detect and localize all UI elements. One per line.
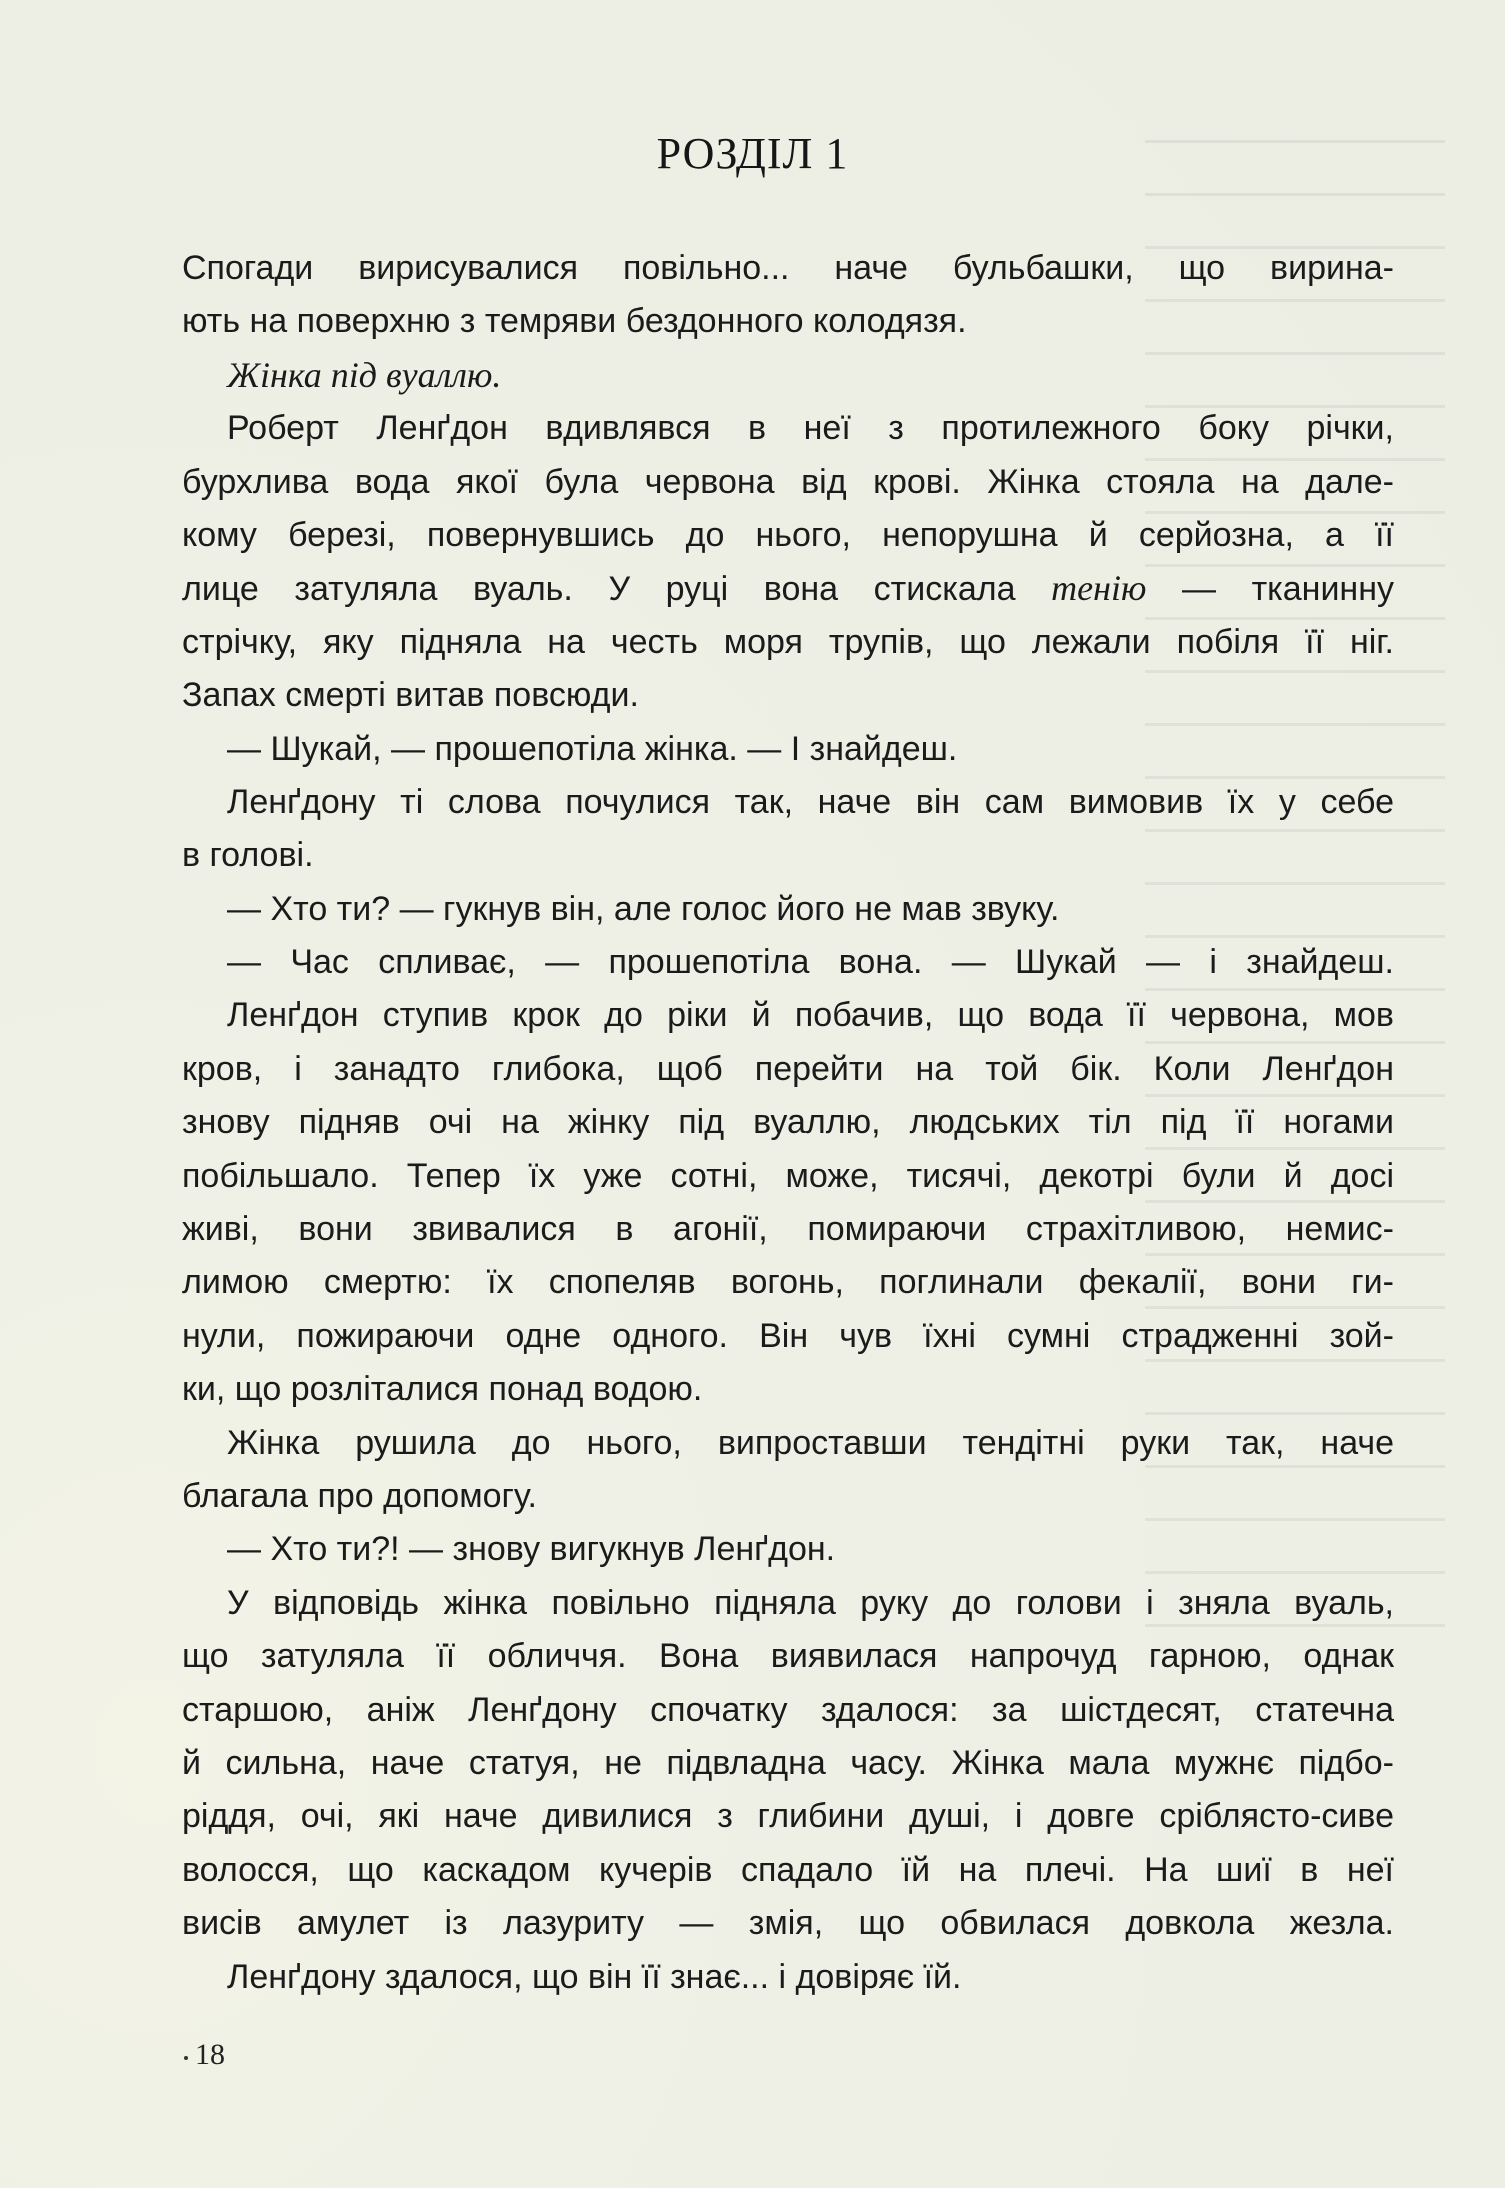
text-line: — Шукай, — прошепотіла жінка. — І знайдеш. — [227, 729, 958, 768]
text-line: побільшало. Тепер їх уже сотні, може, тисячі, декотрі були й досі — [182, 1156, 1394, 1195]
text-line: Жінка рушила до нього, випроставши тендітні руки так, наче — [227, 1423, 1394, 1462]
text-fragment: лице затуляла вуаль. У руці вона стискала — [182, 570, 1052, 609]
chapter-title: РОЗДІЛ 1 — [656, 129, 849, 178]
text-fragment: — тканинну — [1146, 570, 1394, 609]
text-line: — Час спливає, — прошепотіла вона. — Шукай — і знайдеш. — [227, 943, 1394, 982]
text-line: Ленґдону ті слова почулися так, наче він сам вимовив їх у себе — [227, 782, 1394, 821]
text-line: лимою смертю: їх спопеляв вогонь, поглинали фекалії, вони ги- — [182, 1263, 1394, 1302]
text-line-italic: Жінка під вуаллю. — [227, 354, 502, 395]
text-line: кров, і занадто глибока, щоб перейти на той бік. Коли Ленґдон — [182, 1049, 1394, 1088]
text-line: що затуляла її обличчя. Вона виявилася напрочуд гарною, однак — [182, 1637, 1394, 1676]
text-line: стрічку, яку підняла на честь моря трупів, що лежали побіля її ніг. — [182, 622, 1394, 661]
text-line: кому березі, повернувшись до нього, непорушна й серйозна, а її — [182, 515, 1394, 554]
text-line: Ленґдону здалося, що він її знає... і довіряє їй. — [227, 1957, 962, 1996]
text-line: старшою, аніж Ленґдону спочатку здалося: за шістдесят, статечна — [182, 1690, 1394, 1729]
text-line: ки, що розліталися понад водою. — [182, 1370, 703, 1409]
text-line: ють на поверхню з темряви бездонного колодязя. — [182, 302, 967, 341]
chapter-body-text — [182, 242, 1394, 2004]
text-line: висів амулет із лазуриту — змія, що обвилася довкола жезла. — [182, 1904, 1394, 1943]
text-line: бурхлива вода якої була червона від крові. Жінка стояла на дале- — [182, 462, 1394, 501]
text-line-with-emphasis — [182, 562, 1394, 615]
text-line: нули, пожираючи одне одного. Він чув їхні сумні страдженні зой- — [182, 1316, 1394, 1355]
text-line: ріддя, очі, які наче дивилися з глибини душі, і довге сріблясто-сиве — [182, 1797, 1394, 1836]
text-line: Роберт Ленґдон вдивлявся в неї з протилежного боку річки, — [227, 409, 1394, 448]
text-line: У відповідь жінка повільно підняла руку до голови і зняла вуаль, — [227, 1583, 1394, 1622]
text-line: в голові. — [182, 836, 314, 875]
text-line: Запах смерті витав повсюди. — [182, 676, 639, 715]
text-line: — Хто ти?! — знову вигукнув Ленґдон. — [227, 1530, 836, 1569]
text-line: Ленґдон ступив крок до ріки й побачив, що вода її червона, мов — [227, 996, 1394, 1035]
text-line: волосся, що каскадом кучерів спадало їй на плечі. На шиї в неї — [182, 1850, 1394, 1889]
text-line: й сильна, наче статуя, не підвладна часу. Жінка мала мужнє підбо- — [182, 1743, 1394, 1782]
text-line: Спогади вирисувалися повільно... наче бульбашки, що вирина- — [182, 249, 1394, 287]
text-line: знову підняв очі на жінку під вуаллю, людських тіл під її ногами — [182, 1103, 1394, 1142]
emphasized-word: тенію — [1051, 568, 1147, 609]
page-number-dot — [184, 2056, 188, 2060]
text-line: благала про допомогу. — [182, 1476, 537, 1515]
text-line: живі, вони звивалися в агонії, помираючи страхітливою, немис- — [182, 1210, 1394, 1249]
page-number: 18 — [195, 2038, 225, 2071]
text-line: — Хто ти? — гукнув він, але голос його не мав звуку. — [227, 889, 1060, 928]
